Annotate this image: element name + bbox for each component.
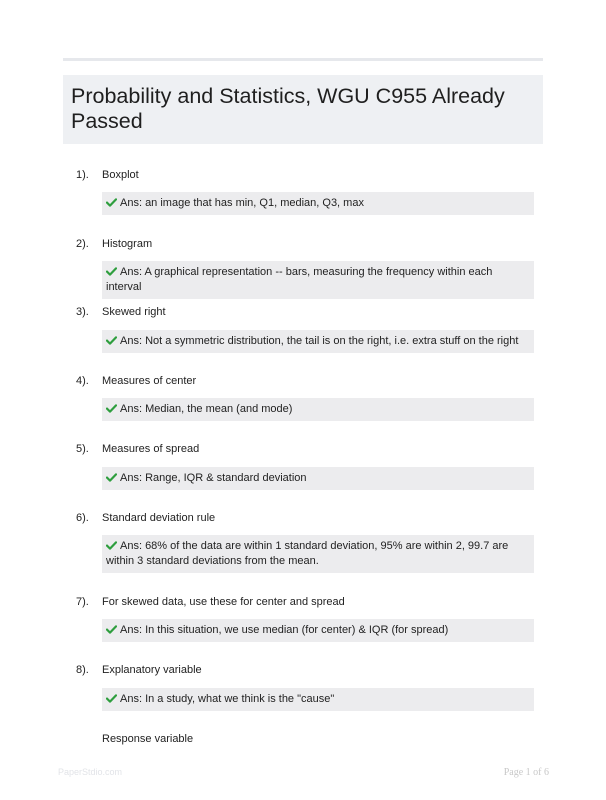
answer-box (102, 330, 534, 353)
check-icon (106, 198, 117, 207)
check-icon (106, 404, 117, 413)
question-text: Histogram (102, 238, 153, 250)
question-text: Measures of spread (102, 443, 200, 455)
answer-box (102, 192, 534, 215)
answer-box (102, 619, 534, 642)
question-number: 1). (76, 169, 89, 181)
answer-text: Ans: Median, the mean (and mode) (120, 403, 293, 415)
check-icon (106, 694, 117, 703)
question-text: Response variable (102, 733, 194, 745)
question-number: 6). (76, 512, 89, 524)
answer-box (102, 261, 534, 299)
answer-text: Ans: Not a symmetric distribution, the tail is on the right, i.e. extra stuff on the right (120, 335, 519, 347)
question-number: 3). (76, 306, 89, 318)
question-number: 2). (76, 238, 89, 250)
answer-text: Ans: In a study, what we think is the "cause" (120, 693, 335, 705)
document-title: Probability and Statistics, WGU C955 Already Passed (71, 84, 505, 133)
answer-box (102, 467, 534, 490)
answer-text: Ans: 68% of the data are within 1 standard deviation, 95% are within 2, 99.7 are within 3 standard deviations from the mean. (106, 540, 509, 567)
question-text: For skewed data, use these for center and spread (102, 596, 345, 608)
answer-text: Ans: Range, IQR & standard deviation (120, 472, 307, 484)
check-icon (106, 541, 117, 550)
footer-watermark: PaperStdio.com (58, 767, 123, 777)
answer-box (102, 535, 534, 573)
question-text: Measures of center (102, 375, 197, 387)
question-text: Standard deviation rule (102, 512, 216, 524)
question-number: 4). (76, 375, 89, 387)
answer-text: Ans: an image that has min, Q1, median, Q3, max (120, 197, 364, 209)
answer-text: Ans: A graphical representation -- bars, measuring the frequency within each interval (106, 266, 493, 293)
question-number: 8). (76, 664, 89, 676)
answer-box (102, 688, 534, 711)
top-divider (63, 58, 543, 61)
check-icon (106, 336, 117, 345)
page-number: Page 1 of 6 (503, 767, 549, 778)
question-number: 5). (76, 443, 89, 455)
question-number: 7). (76, 596, 89, 608)
check-icon (106, 473, 117, 482)
title-banner (63, 75, 543, 144)
check-icon (106, 267, 117, 276)
answer-box (102, 398, 534, 421)
answer-text: Ans: In this situation, we use median (for center) & IQR (for spread) (120, 624, 449, 636)
question-text: Boxplot (102, 169, 139, 181)
question-text: Explanatory variable (102, 664, 202, 676)
check-icon (106, 625, 117, 634)
question-text: Skewed right (102, 306, 166, 318)
